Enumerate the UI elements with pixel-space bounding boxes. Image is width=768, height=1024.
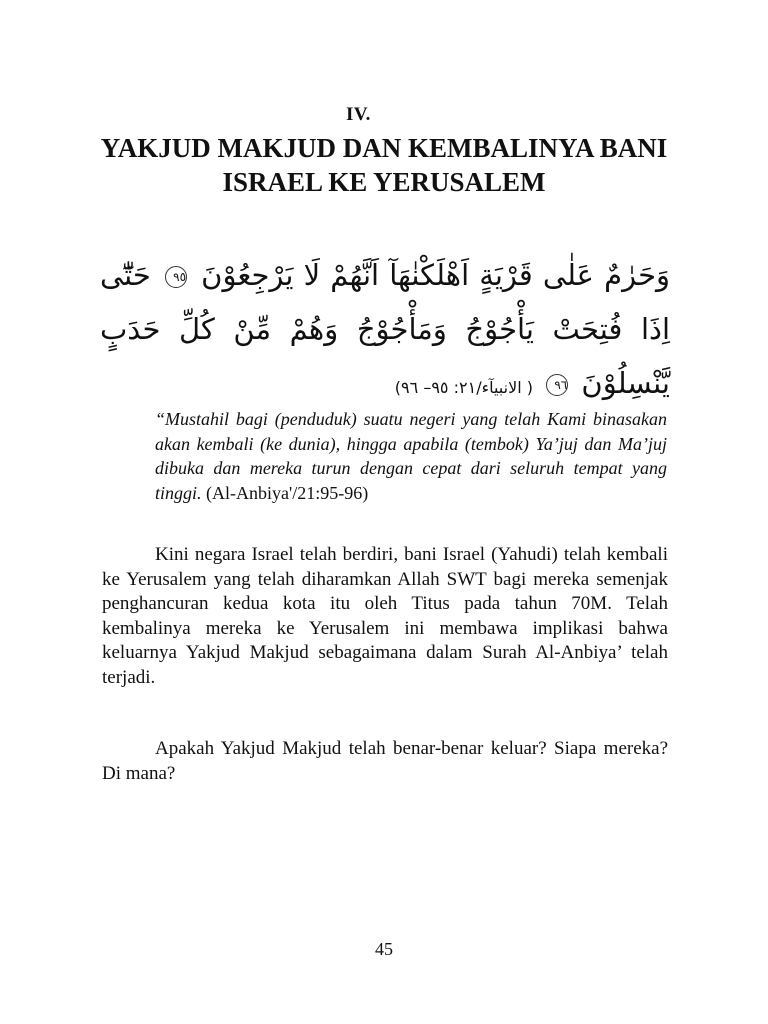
chapter-title: YAKJUD MAKJUD DAN KEMBALINYA BANI ISRAEL KE YERUSALEM [100,133,668,197]
chapter-number: IV. [346,104,371,125]
verse-marker-95: ٩٥ [165,266,187,288]
translation-citation: (Al-Anbiya'/21:95-96) [206,482,369,503]
body-paragraph-2: Apakah Yakjud Makjud telah benar-benar keluar? Siapa mereka? Di mana? [102,738,668,784]
verse-reference: ( الانبيآء/٢١: ٩٥– ٩٦) [394,378,533,397]
verse-translation [155,407,667,505]
verse-text-part-2: حَتّٰٓى اِذَا فُتِحَتْ يَأْجُوْجُ وَمَأْجُوْجُ وَهُمْ مِّنْ كُلِّ حَدَبٍ يَّنْسِلُوْنَ [100,258,670,400]
verse-text-part-1: وَحَرٰمٌ عَلٰى قَرْيَةٍ اَهْلَكْنٰهَآ اَنَّهُمْ لَا يَرْجِعُوْنَ [201,258,671,292]
quran-verse [100,248,670,415]
verse-marker-96: ٩٦ [546,374,568,396]
page-number: 45 [375,939,393,959]
body-paragraph-1: Kini negara Israel telah berdiri, bani Israel (Yahudi) telah kembali ke Yerusalem yang telah diharamkan Allah SWT bagi mereka semenjak penghancuran kedua kota itu oleh Titus pada tahun 70M. Telah kembalinya mereka ke Yerusalem ini membawa implikasi bahwa keluarnya Yakjud Makjud sebagaimana dalam Surah Al-Anbiya’ telah terjadi. [102,544,668,688]
translation-text: “Mustahil bagi (penduduk) suatu negeri yang telah Kami binasakan akan kembali (ke dunia), hingga apabila (tembok) Ya’juj dan Ma’juj dibuka dan mereka turun dengan cepat dari seluruh tempat yang tinggi. [155,409,667,503]
